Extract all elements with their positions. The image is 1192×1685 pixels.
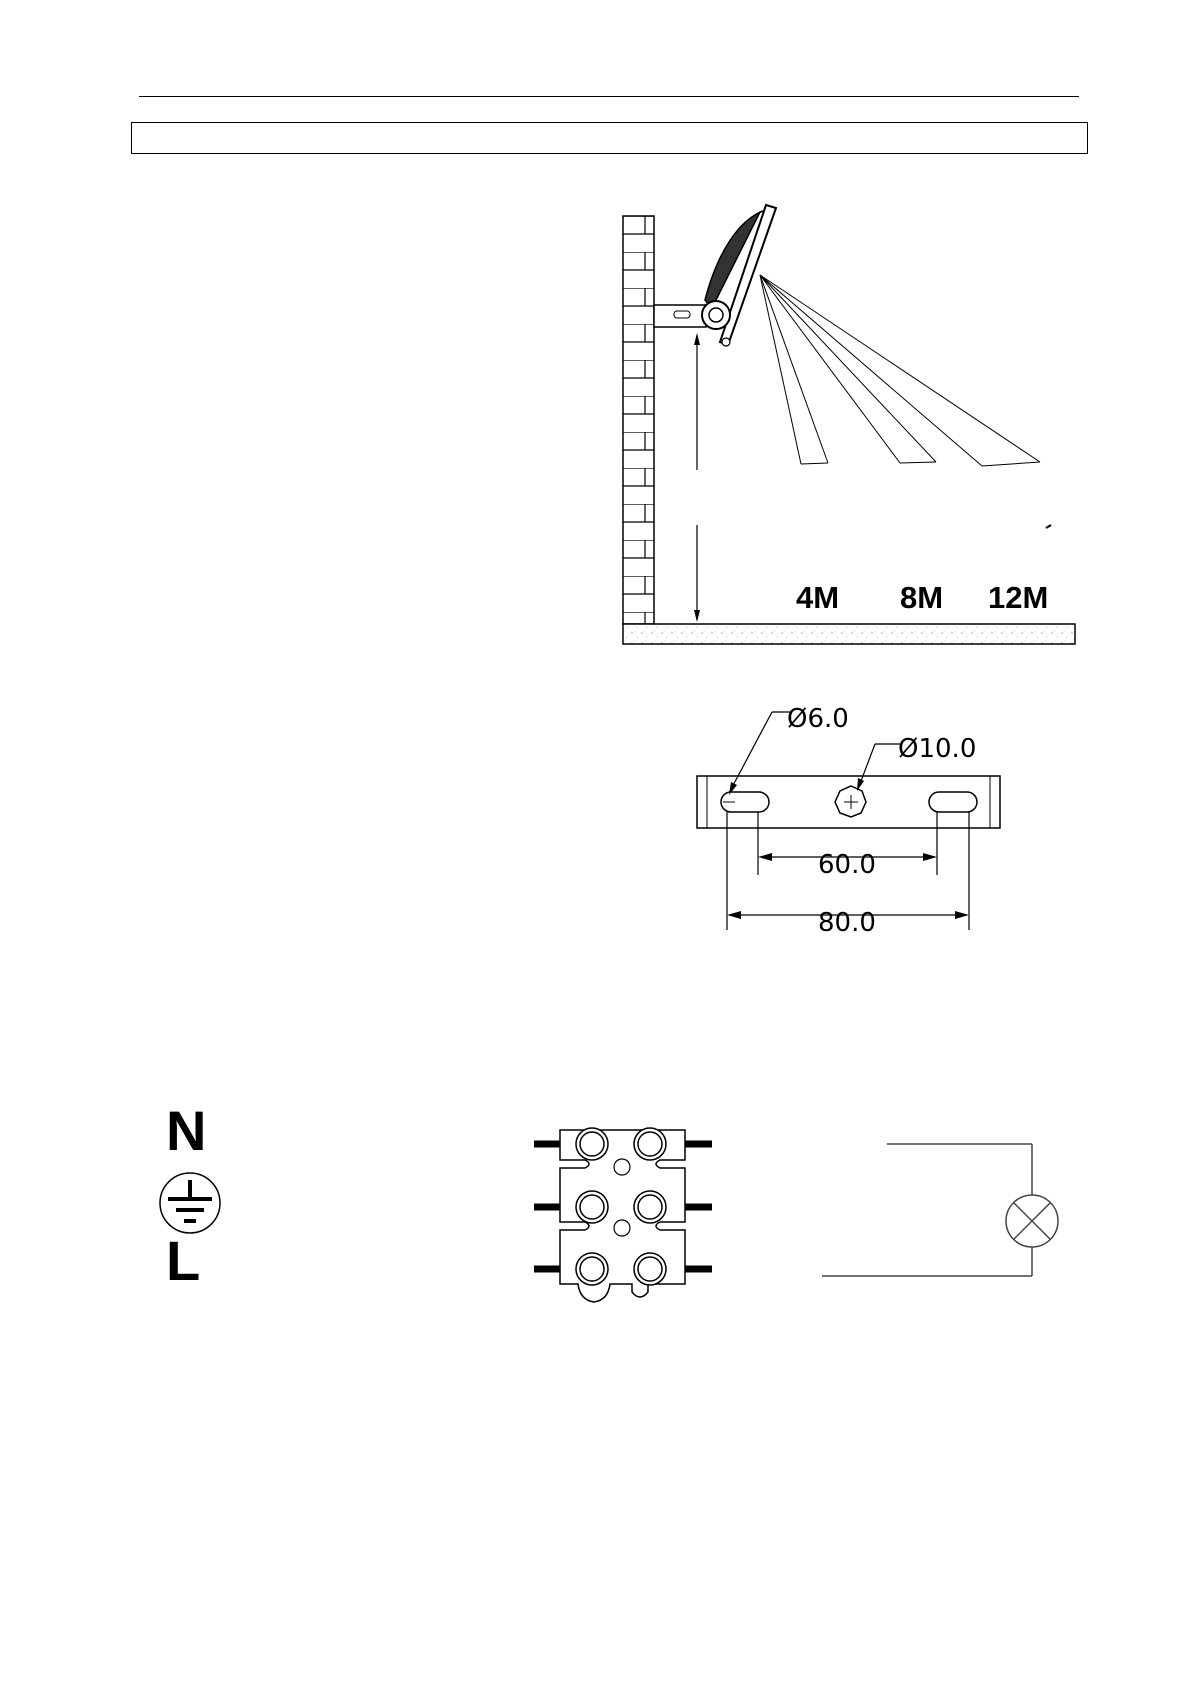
slot-hole-right bbox=[929, 792, 977, 812]
bracket-drawing bbox=[697, 704, 1000, 938]
lamp-circuit bbox=[822, 1144, 1058, 1276]
inner-spacing-dimension: 60.0 bbox=[818, 850, 876, 880]
distance-label-12m: 12M bbox=[988, 580, 1049, 615]
mounting-diagram bbox=[623, 205, 1075, 644]
bracket-slot bbox=[674, 311, 690, 318]
lamp-pivot-center bbox=[709, 308, 723, 322]
tick-mark bbox=[1046, 525, 1051, 528]
lamp-symbol-icon bbox=[1006, 1195, 1058, 1247]
small-hole-diameter: Ø6.0 bbox=[787, 704, 849, 734]
outer-spacing-dimension: 80.0 bbox=[818, 908, 876, 938]
earth-ground-icon bbox=[160, 1173, 220, 1233]
neutral-label: N bbox=[166, 1099, 207, 1162]
distance-label-8m: 8M bbox=[900, 580, 944, 615]
brick-wall bbox=[623, 216, 654, 624]
terminal-block bbox=[534, 1128, 712, 1302]
floodlight-fixture bbox=[654, 205, 776, 346]
mounting-height-arrow bbox=[694, 333, 700, 622]
wiring-legend bbox=[160, 1099, 220, 1292]
ground bbox=[623, 624, 1075, 644]
distance-label-4m: 4M bbox=[796, 580, 840, 615]
cable-gland bbox=[722, 338, 730, 346]
live-label: L bbox=[166, 1229, 201, 1292]
center-hole-diameter: Ø10.0 bbox=[898, 734, 977, 764]
light-beams bbox=[760, 275, 1040, 466]
